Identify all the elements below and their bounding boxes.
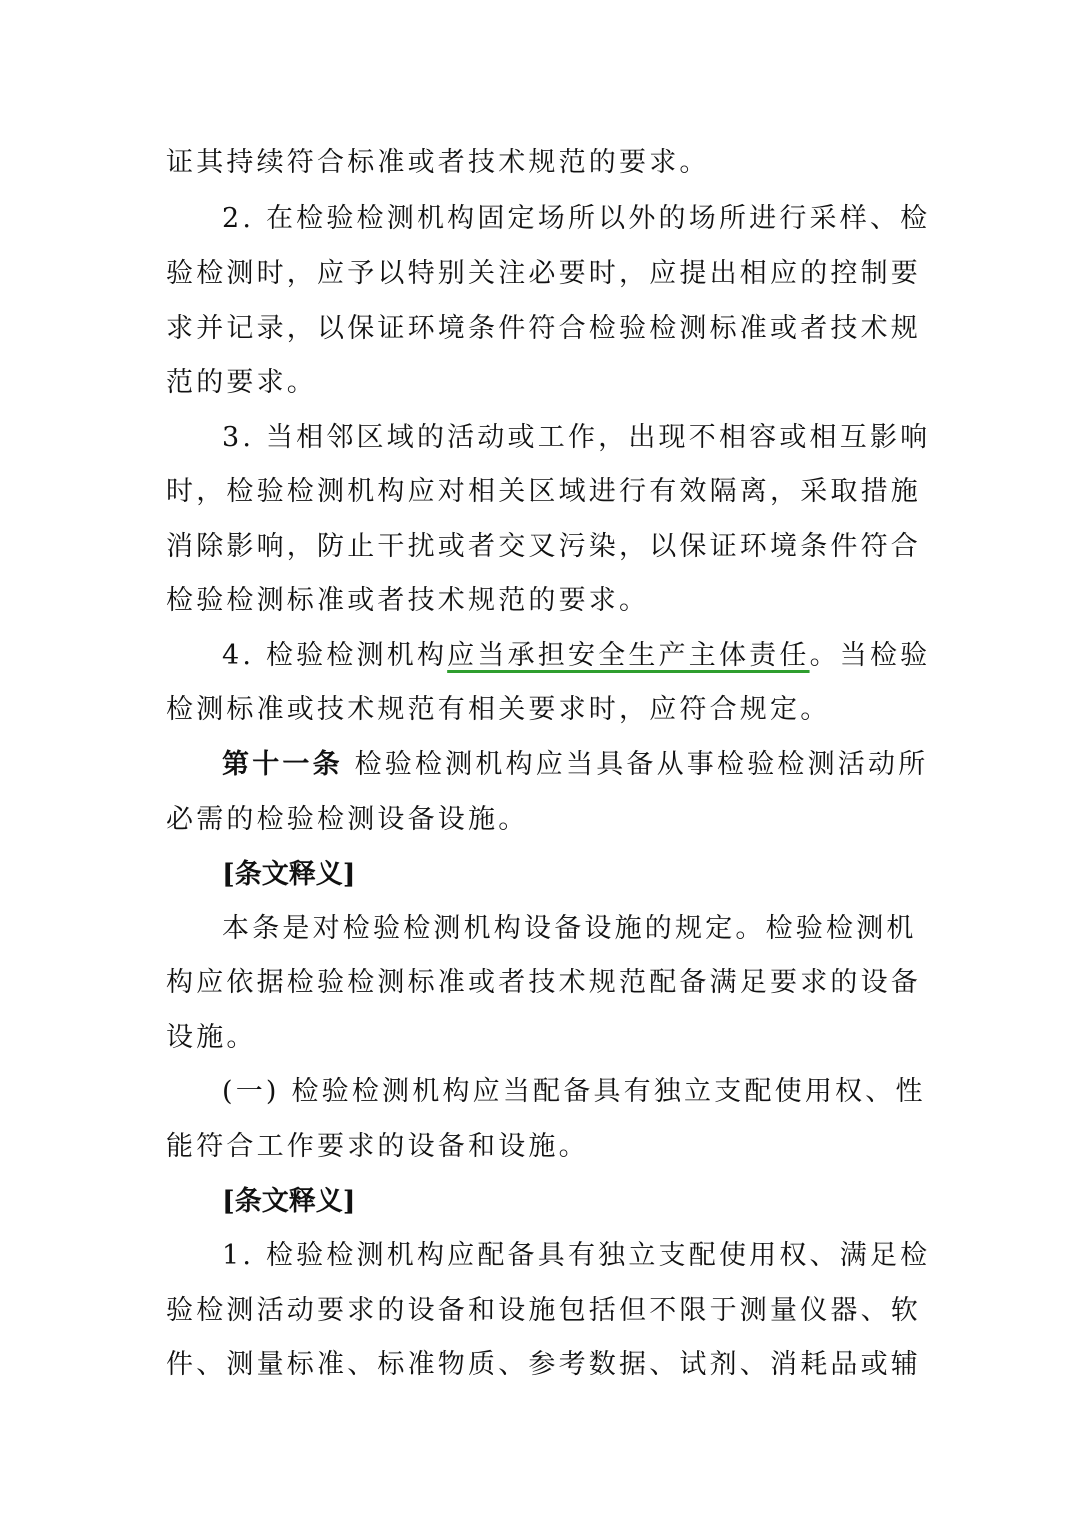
text-line: 消除影响，防止干扰或者交叉污染，以保证环境条件符合 (166, 531, 921, 562)
text-line: 检验检测标准或者技术规范的要求。 (166, 585, 650, 616)
section-heading: [条文释义] (222, 859, 356, 890)
item-4-line (222, 636, 930, 676)
section-heading: [条文释义] (222, 1186, 356, 1217)
text-line: 构应依据检验检测标准或者技术规范配备满足要求的设备 (166, 967, 921, 998)
text-line: 证其持续符合标准或者技术规范的要求。 (166, 147, 710, 178)
item-4-suffix: 。当检验 (809, 640, 931, 671)
text-line: 范的要求。 (166, 367, 317, 398)
text-line: 1. 检验检测机构应配备具有独立支配使用权、满足检 (222, 1240, 931, 1271)
article-label: 第十一条 (222, 749, 343, 780)
article-text: 检验检测机构应当具备从事检验检测活动所 (342, 749, 929, 780)
text-line: (一) 检验检测机构应当配备具有独立支配使用权、性 (222, 1076, 926, 1107)
item-4-prefix: 4. 检验检测机构 (222, 640, 448, 671)
text-line: 件、测量标准、标准物质、参考数据、试剂、消耗品或辅 (166, 1349, 921, 1380)
text-line: 设施。 (166, 1022, 257, 1053)
underlined-phrase: 应当承担安全生产主体责任 (447, 640, 810, 671)
text-line: 2. 在检验检测机构固定场所以外的场所进行采样、检 (222, 203, 931, 234)
text-line: 能符合工作要求的设备和设施。 (166, 1131, 589, 1162)
text-line: 验检测时，应予以特别关注必要时，应提出相应的控制要 (166, 258, 921, 289)
article-11-line (222, 745, 928, 785)
text-line: 检测标准或技术规范有相关要求时，应符合规定。 (166, 694, 831, 725)
text-line: 求并记录，以保证环境条件符合检验检测标准或者技术规 (166, 313, 921, 344)
text-line: 3. 当相邻区域的活动或工作，出现不相容或相互影响 (222, 422, 931, 453)
text-line: 验检测活动要求的设备和设施包括但不限于测量仪器、软 (166, 1295, 921, 1326)
text-line: 本条是对检验检测机构设备设施的规定。检验检测机 (222, 913, 917, 944)
text-line: 时，检验检测机构应对相关区域进行有效隔离，采取措施 (166, 476, 921, 507)
text-line: 必需的检验检测设备设施。 (166, 804, 529, 835)
